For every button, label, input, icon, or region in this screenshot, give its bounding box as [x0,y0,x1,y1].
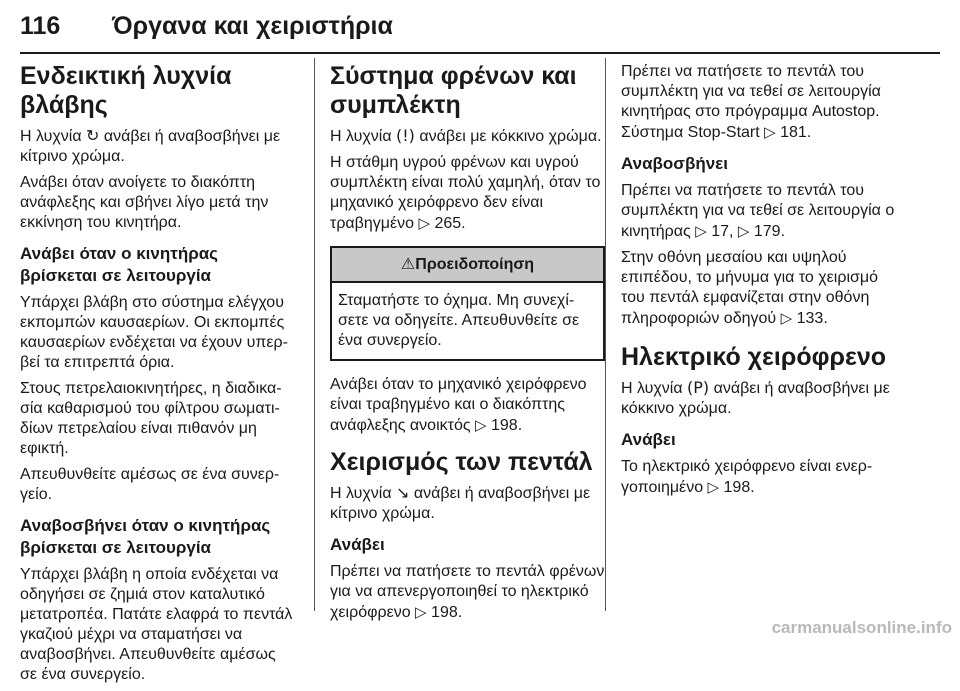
page-reference[interactable]: 179 [753,223,781,240]
subsection-heading: Αναβοσβήνει όταν ο κινητήρας βρίσκεται σε λειτουργία [20,516,271,557]
page-reference[interactable]: 198 [431,604,458,621]
paragraph: Η λυχνία ↘ ανάβει ή αναβοσβήνει με κίτρινο χρώμα. [330,483,591,522]
page-reference-icon: ▷ [737,222,750,240]
page-header [20,8,940,48]
paragraph: Ανάβει όταν ανοίγετε το διακόπτη ανάφλεξης και σβήνει λίγο μετά την εκκίνηση του κινητήρα. [20,174,269,231]
warning-icon: ⚠ [400,254,416,273]
page-reference[interactable]: 265 [434,215,462,232]
warning-box [330,246,605,361]
paragraph: Απευθυνθείτε αμέσως σε ένα συνεργείο. [20,466,280,503]
page-reference[interactable]: 198 [491,417,518,434]
page-title: Όργανα και χειριστήρια [112,12,393,40]
paragraph: Υπάρχει βλάβη στο σύστημα ελέγχου εκπομπών καυσαερίων. Οι εκπομπές καυσαερίων ενδέχεται να έχουν υπερβεί τα επιτρεπτά όρια. [20,294,288,371]
brake-warning-icon: (!) [396,126,415,145]
subsection-heading: Αναβοσβήνει [621,154,728,173]
page-reference[interactable]: 17 [711,223,729,240]
warning-text: Σταματήστε το όχημα. Μη συνεχίσετε να οδηγείτε. Απευθυνθείτε σε ένα συνεργείο. [338,292,580,349]
column-divider [314,58,315,611]
paragraph: Η λυχνία (!) ανάβει με κόκκινο χρώμα. [330,126,602,145]
page-reference-icon: ▷ [764,123,776,141]
column-2 [330,62,605,629]
subsection-heading: Ανάβει [621,430,676,449]
header-rule [20,52,940,54]
page-reference[interactable]: 198 [723,479,751,496]
paragraph: Η λυχνία (P) ανάβει ή αναβοσβήνει με κόκκινο χρώμα. [621,378,890,417]
paragraph: Το ηλεκτρικό χειρόφρενο είναι ενεργοποιημένο ▷ 198. [621,458,873,496]
page-reference-icon: ▷ [418,214,431,232]
paragraph: Ανάβει όταν το μηχανικό χειρόφρενο είναι τραβηγμένο και ο διακόπτης ανάφλεξης ανοικτός ▷ 198. [330,376,587,434]
paragraph: Υπάρχει βλάβη η οποία ενδέχεται να οδηγήσει σε ζημιά στον καταλυτικό μετατροπέα. Πατάτε ελαφρά το πεντάλ γκαζιού μέχρι να σταματήσει να αναβοσβήνει. Απευθυνθείτε αμέσως σε ένα συνεργείο. [20,566,293,683]
paragraph: Στην οθόνη μεσαίου και υψηλού επιπέδου, το μήνυμα για το χειρισμό του πεντάλ εμφανίζεται στην οθόνη πληροφοριών οδηγού ▷ 133. [621,249,878,327]
watermark: carmanualsonline.info [771,618,952,637]
page-reference[interactable]: 181 [780,124,807,141]
column-3 [621,62,896,504]
paragraph: Η στάθμη υγρού φρένων και υγρού συμπλέκτη είναι πολύ χαμηλή, όταν το μηχανικό χειρόφρενο δεν είναι τραβηγμένο ▷ 265. [330,154,601,232]
paragraph: Στους πετρελαιοκινητήρες, η διαδικασία καθαρισμού του φίλτρου σωματιδίων πετρελαίου είναι πιθανόν μη εφικτή. [20,380,282,457]
warning-title: Προειδοποίηση [415,256,535,273]
section-heading: Σύστημα φρένων και συμπλέκτη [330,62,577,119]
engine-warning-icon: ↻ [86,126,100,145]
section-heading: Ηλεκτρικό χειρόφρενο [621,343,886,371]
page-reference-icon: ▷ [475,416,487,434]
subsection-heading: Ανάβει όταν ο κινητήρας βρίσκεται σε λειτουργία [20,244,219,285]
column-1 [20,62,295,691]
parking-brake-icon: (P) [687,378,710,397]
page-reference-icon: ▷ [695,222,707,240]
paragraph: Πρέπει να πατήσετε το πεντάλ φρένων για να απενεργοποιηθεί το ηλεκτρικό χειρόφρενο ▷ 198. [330,563,605,621]
paragraph: Η λυχνία ↻ ανάβει ή αναβοσβήνει με κίτρινο χρώμα. [20,126,281,165]
section-heading: Ενδεικτική λυχνία βλάβης [20,62,232,119]
column-divider [605,58,606,611]
paragraph: Πρέπει να πατήσετε το πεντάλ του συμπλέκτη για να τεθεί σε λειτουργία κινητήρας στο πρόγραμμα Autostop. Σύστημα Stop-Start ▷ 181. [621,63,881,141]
page-number: 116 [20,12,61,40]
section-heading: Χειρισμός των πεντάλ [330,448,593,476]
page-reference-icon: ▷ [780,309,793,327]
paragraph: Πρέπει να πατήσετε το πεντάλ του συμπλέκτη για να τεθεί σε λειτουργία ο κινητήρας ▷ 17, ▷ 179. [621,182,895,240]
warning-header [332,248,603,283]
page-reference-icon: ▷ [415,603,427,621]
page-reference[interactable]: 133 [796,310,824,327]
subsection-heading: Ανάβει [330,535,385,554]
page-reference-icon: ▷ [707,478,720,496]
clutch-pedal-icon: ↘ [396,483,410,502]
